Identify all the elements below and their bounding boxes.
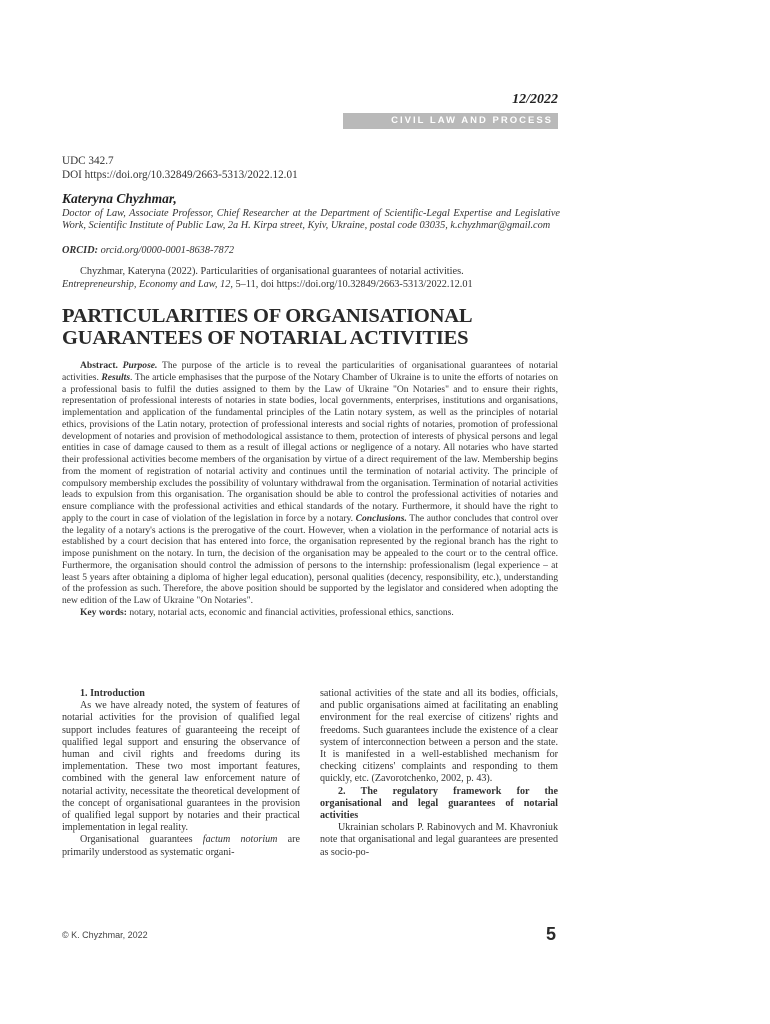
intro-heading: 1. Introduction xyxy=(80,688,145,699)
copyright-line: © K. Chyzhmar, 2022 xyxy=(62,930,148,940)
keywords-text: notary, notarial acts, economic and financial activities, professional ethics, sanctions. xyxy=(126,606,454,618)
issue-number: 12/2022 xyxy=(512,92,558,107)
doi-line: DOI https://doi.org/10.32849/2663-5313/2022.12.01 xyxy=(62,169,298,181)
results-label: Results xyxy=(101,371,131,383)
citation-journal: Entrepreneurship, Economy and Law, 12, xyxy=(62,278,233,290)
citation-block xyxy=(62,266,558,291)
conclusions-label: Conclusions. xyxy=(355,512,407,524)
body-column-right xyxy=(320,688,558,859)
orcid-link[interactable]: orcid.org/0000-0001-8638-7872 xyxy=(98,245,234,256)
abstract-label: Abstract. xyxy=(80,360,118,371)
orcid-line xyxy=(62,245,234,256)
section2-heading: 2. The regulatory framework for the organisational and legal guarantees of notarial activities xyxy=(320,785,558,822)
author-name: Kateryna Chyzhmar, xyxy=(62,191,177,206)
latin-term: factum notorium xyxy=(202,834,278,846)
keywords-line xyxy=(62,607,558,619)
intro-p2-end: are primarily understood as systematic organi- xyxy=(62,834,300,858)
body-column-left xyxy=(62,688,300,859)
citation-line: Chyzhmar, Kateryna (2022). Particularities of organisational guarantees of notarial activities. xyxy=(80,266,464,277)
intro-p2-start: Organisational guarantees xyxy=(80,834,203,846)
intro-paragraph-2 xyxy=(62,834,300,858)
keywords-label: Key words: xyxy=(80,606,127,618)
purpose-text: The purpose of the article is to reveal the particularities of organisational guarantees of notarial activities. xyxy=(62,360,558,383)
citation-doi: 5–11, doi https://doi.org/10.32849/2663-5313/2022.12.01 xyxy=(232,278,473,290)
page-number: 5 xyxy=(546,924,557,944)
author-affiliation: Doctor of Law, Associate Professor, Chief Researcher at the Department of Scientific-Legal Expertise and Legislative Work, Scientific Institute of Public Law, 2a H. Kirpa street, Kyiv, Ukraine, postal code 03035, k.chyzhmar@gmail.com xyxy=(62,208,560,232)
right-paragraph: sational activities of the state and all its bodies, officials, and public organisations aimed at facilitating an enabling environment for the real exercise of citizens' rights and freedoms. Such guarantees include the existence of a clear system of interconnection between a person and the state. It is manifested in a well-established mechanism for checking citizens' complaints and responding to them quickly, etc. (Zavorotchenko, 2002, p. 43). xyxy=(320,688,558,785)
abstract-paragraph xyxy=(62,360,558,607)
rubric-label: CIVIL LAW AND PROCESS xyxy=(391,115,553,126)
udc-code: UDC 342.7 xyxy=(62,155,114,167)
orcid-label: ORCID: xyxy=(62,245,99,256)
abstract-block xyxy=(62,360,558,619)
purpose-label: Purpose. xyxy=(122,360,158,371)
right-paragraph-2: Ukrainian scholars P. Rabinovych and M. Khavroniuk note that organisational and legal guarantees are presented as socio-po- xyxy=(320,822,558,858)
article-title: PARTICULARITIES OF ORGANISATIONAL GUARANTEES OF NOTARIAL ACTIVITIES xyxy=(62,305,472,349)
conclusions-text: The author concludes that control over the legality of a notary's actions is the prerogative of the court. However, when a violation in the performance of notarial acts is established by a court decision that has entered into force, the organisation represented by the regional branch has the right to impose punishment on the notary. In turn, the decision of the organisation may be appealed to the court or to the central office. Furthermore, the organisation should control the admission of persons to the internship: professionalism (legal experience – at least 5 years after obtaining a diploma of higher legal education), personal qualities (decency, responsibility, etc.), understanding of the profession as such. Therefore, the above position should be supported by the legislator and considered when adopting the new edition of the Law of Ukraine "On Notaries". xyxy=(62,512,559,606)
results-text: . The article emphasises that the purpose of the Notary Chamber of Ukraine is to unite the efforts of notaries on a professional basis to fulfil the duties assigned to them by the Law of Ukraine "On Notaries" and to ensure their rights, representation of professional interests of notaries in state bodies, local governments, enterprises, institutions and organisations, implementation and application of the fundamental principles of the Latin notary system, as well as the principles of notarial ethics, provisions of the Latin notary, protection of professional interests and social rights of notaries, promotion of professional development of notaries and provision of methodological assistance to them, protection of interests of physical persons and legal entities in case of damage caused to them as a result of illegal actions or negligence of a notary. All notaries who have started their professional activities become members of the organisation by virtue of a direct requirement of the law. Membership begins from the moment of registration of notarial activity and continues until the termination of notarial activity. The principle of compulsory membership excludes the possibility of voluntary withdrawal from the organisation. Termination of notarial activities leads to expulsion from this organisation. The organisation should be able to control the professional activities of notaries and ensure compliance with the professional activities and ethical standards of the notary. Furthermore, it should have the right to apply to the court in case of violation of the legislation in force by a notary. xyxy=(62,371,558,524)
intro-paragraph: As we have already noted, the system of features of notarial activities for the provision of qualified legal support includes features of guaranteeing the receipt of qualified legal support and ensuring the observance of human and civil rights and freedoms during its implementation. These two most important features, combined with the general law enforcement nature of notarial activity, necessitate the theoretical development of the concept of organisational guarantees in the provision of qualified legal support by notaries and their practical implementation in legal reality. xyxy=(62,700,300,834)
